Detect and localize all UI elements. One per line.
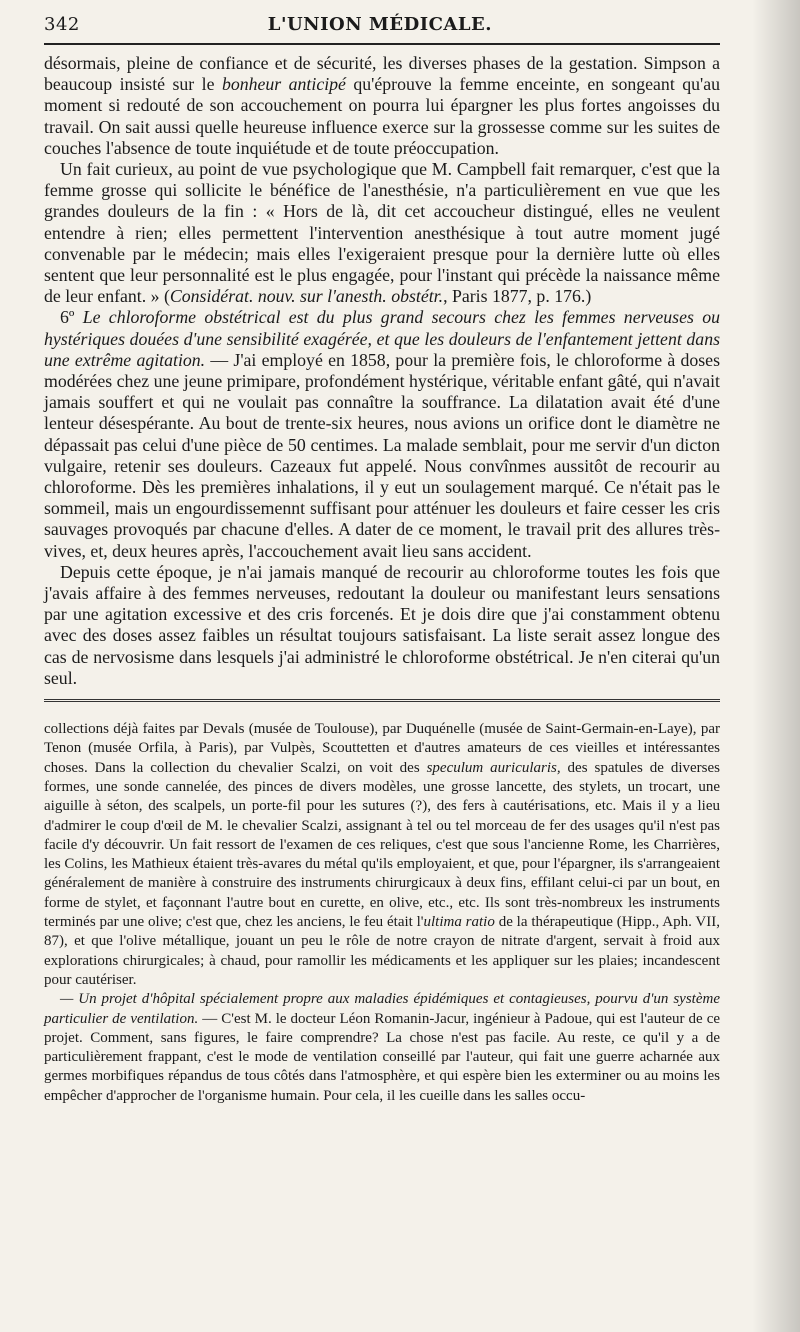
project-heading: — Un projet d'hôpital spécialement propre aux maladies épidémiques et contagieuses, pourvu d'un système particulier de ventilation. <box>44 991 720 1027</box>
page-number: 342 <box>44 14 80 35</box>
citation-title: Considérat. nouv. sur l'anesth. obstétr. <box>169 286 444 307</box>
feuilleton-divider <box>44 699 720 706</box>
main-text <box>44 53 720 689</box>
paragraph-4: Depuis cette époque, je n'ai jamais manqué de recourir au chloroforme toutes les fois que j'avais affaire à des femmes nerveuses, redoutant la douleur ou manifestant leurs sensations par une agitation excessive et des cris forcenés. Et je dois dire que j'ai constamment obtenu avec des doses assez faibles un résultat toujours satisfaisant. La liste serait assez longue des cas de nervosisme dans lesquels j'ai administré le chloroforme obstétrical. Je n'en citerai qu'un seul. <box>44 561 720 688</box>
paragraph-2: Un fait curieux, au point de vue psychologique que M. Campbell fait remarquer, c'est que la femme grosse qui sollicite le bénéfice de l'anesthésie, n'a particulièrement en vue que les grandes douleurs de la fin : « Hors de là, dit cet accoucheur distingué, elles ne veulent entendre à rien; elles permettent l'intervention anesthésique à tout autre moment jugé convenable par le médecin; mais elles l'exigeraient presque pour la dernière lutte où elles sentent que leur personnalité est le plus engagée, pour l'instant qui précède la naissance même de leur enfant. » (Considérat. nouv. sur l'anesth. obstétr., Paris 1877, p. 176.) <box>44 159 720 307</box>
page <box>44 14 720 1106</box>
page-edge-shadow <box>752 0 800 1332</box>
paragraph-3: 6º Le chloroforme obstétrical est du plus grand secours chez les femmes nerveuses ou hystériques douées d'une sensibilité exagérée, et que les douleurs de l'enfantement jettent dans une extrême agitation. — J'ai employé en 1858, pour la première fois, le chloroforme à doses modérées chez une jeune primipare, profondément hystérique, véritable enfant gâté, qui n'avait jamais souffert et qui ne voulait pas connaître la souffrance. La dilatation avait été d'une lenteur désespérante. Au bout de trente-six heures, nous avions un orifice dont le diamètre ne dépassait pas celui d'une pièce de 50 centimes. La malade semblait, pour me servir d'un dicton vulgaire, retenir ses douleurs. Cazeaux fut appelé. Nous convînmes aussitôt de recourir au chloroforme. Dès les premières inhalations, il y eut un soulagement marqué. Ce n'était pas le sommeil, mais un engourdissemennt suffisant pour atténuer les douleurs et faire cesser les cris sauvages provoqués par chacune d'elles. A dater de ce moment, le travail prit des allures très-vives, et, deux heures après, l'accouchement avait lieu sans accident. <box>44 307 720 561</box>
journal-title: L'UNION MÉDICALE. <box>267 14 493 35</box>
emphasis-bonheur: bonheur anticipé <box>221 74 346 95</box>
section-heading: Le chloroforme obstétrical est du plus grand secours chez les femmes nerveuses ou hystériques douées d'une sensibilité exagérée, et que les douleurs de l'enfantement jettent dans une extrême agitation. <box>44 307 720 370</box>
feuilleton-text <box>44 720 720 1106</box>
section-number: 6º <box>60 307 75 328</box>
running-header <box>44 14 720 45</box>
feuilleton-paragraph-2: — Un projet d'hôpital spécialement propre aux maladies épidémiques et contagieuses, pourvu d'un système particulier de ventilation. — C'est M. le docteur Léon Romanin-Jacur, ingénieur à Padoue, qui est l'auteur de ce projet. Comment, sans figures, le faire comprendre? La chose n'est pas facile. Au reste, ce qu'il y a de particulièrement frappant, c'est le mode de ventilation conseillé par l'auteur, qui fait une guerre acharnée aux germes morbifiques répandus de tous côtés dans l'atmosphère, et qui espère bien les exterminer ou au moins les empêcher d'approcher de l'organisme humain. Pour cela, il les cueille dans les salles occu- <box>44 991 721 1104</box>
feuilleton-paragraph-1: collections déjà faites par Devals (musée de Toulouse), par Duquénelle (musée de Saint-Germain-en-Laye), par Tenon (musée Orfila, à Paris), par Vulpès, Scouttetten et d'autres amateurs de ces vieilles et intéressantes choses. Dans la collection du chevalier Scalzi, on voit des speculum auricularis, des spatules de diverses formes, une sonde cannelée, des pinces de divers modèles, une grosse lancette, des stylets, un trocart, une aiguille à séton, des scalpels, un porte-fil pour les sutures (?), des fers à cautérisations, etc. Mais il y a lieu d'admirer le coup d'œil de M. le chevalier Scalzi, assignant à tel ou tel morceau de fer des usages qu'il n'est pas facile d'y découvrir. Un fait ressort de l'examen de ces reliques, c'est que sous l'ancienne Rome, les Charrières, les Colins, les Mathieux étaient très-avares du métal qu'ils employaient, et que, pour l'épargner, ils s'arrangeaient généralement de manière à construire des instruments chirurgicaux à deux fins, effilant celui-ci par un bout, en forme de stylet, et façonnant l'autre bout en curette, en olive, etc., etc. Ils sont très-nombreux les instruments terminés par une olive; c'est que, chez les anciens, le feu était l'ultima ratio de la thérapeutique (Hipp., Aph. VII, 87), et que l'olive métallique, jouant un peu le rôle de notre crayon de nitrate d'argent, servait à froid aux explorations chirurgicales; à chaud, pour ramollir les médicaments et les appliquer sur les plaies; incandescent pour cautériser. <box>44 721 720 988</box>
paragraph-1: désormais, pleine de confiance et de sécurité, les diverses phases de la gestation. Simpson a beaucoup insisté sur le bonheur anticipé qu'éprouve la femme enceinte, en songeant qu'au moment si redouté de son accouchement on pourra lui épargner les plus fortes angoisses du travail. On sait aussi quelle heureuse influence exerce sur la grossesse comme sur les suites de couches l'absence de toute inquiétude et de toute préoccupation. <box>44 53 720 158</box>
